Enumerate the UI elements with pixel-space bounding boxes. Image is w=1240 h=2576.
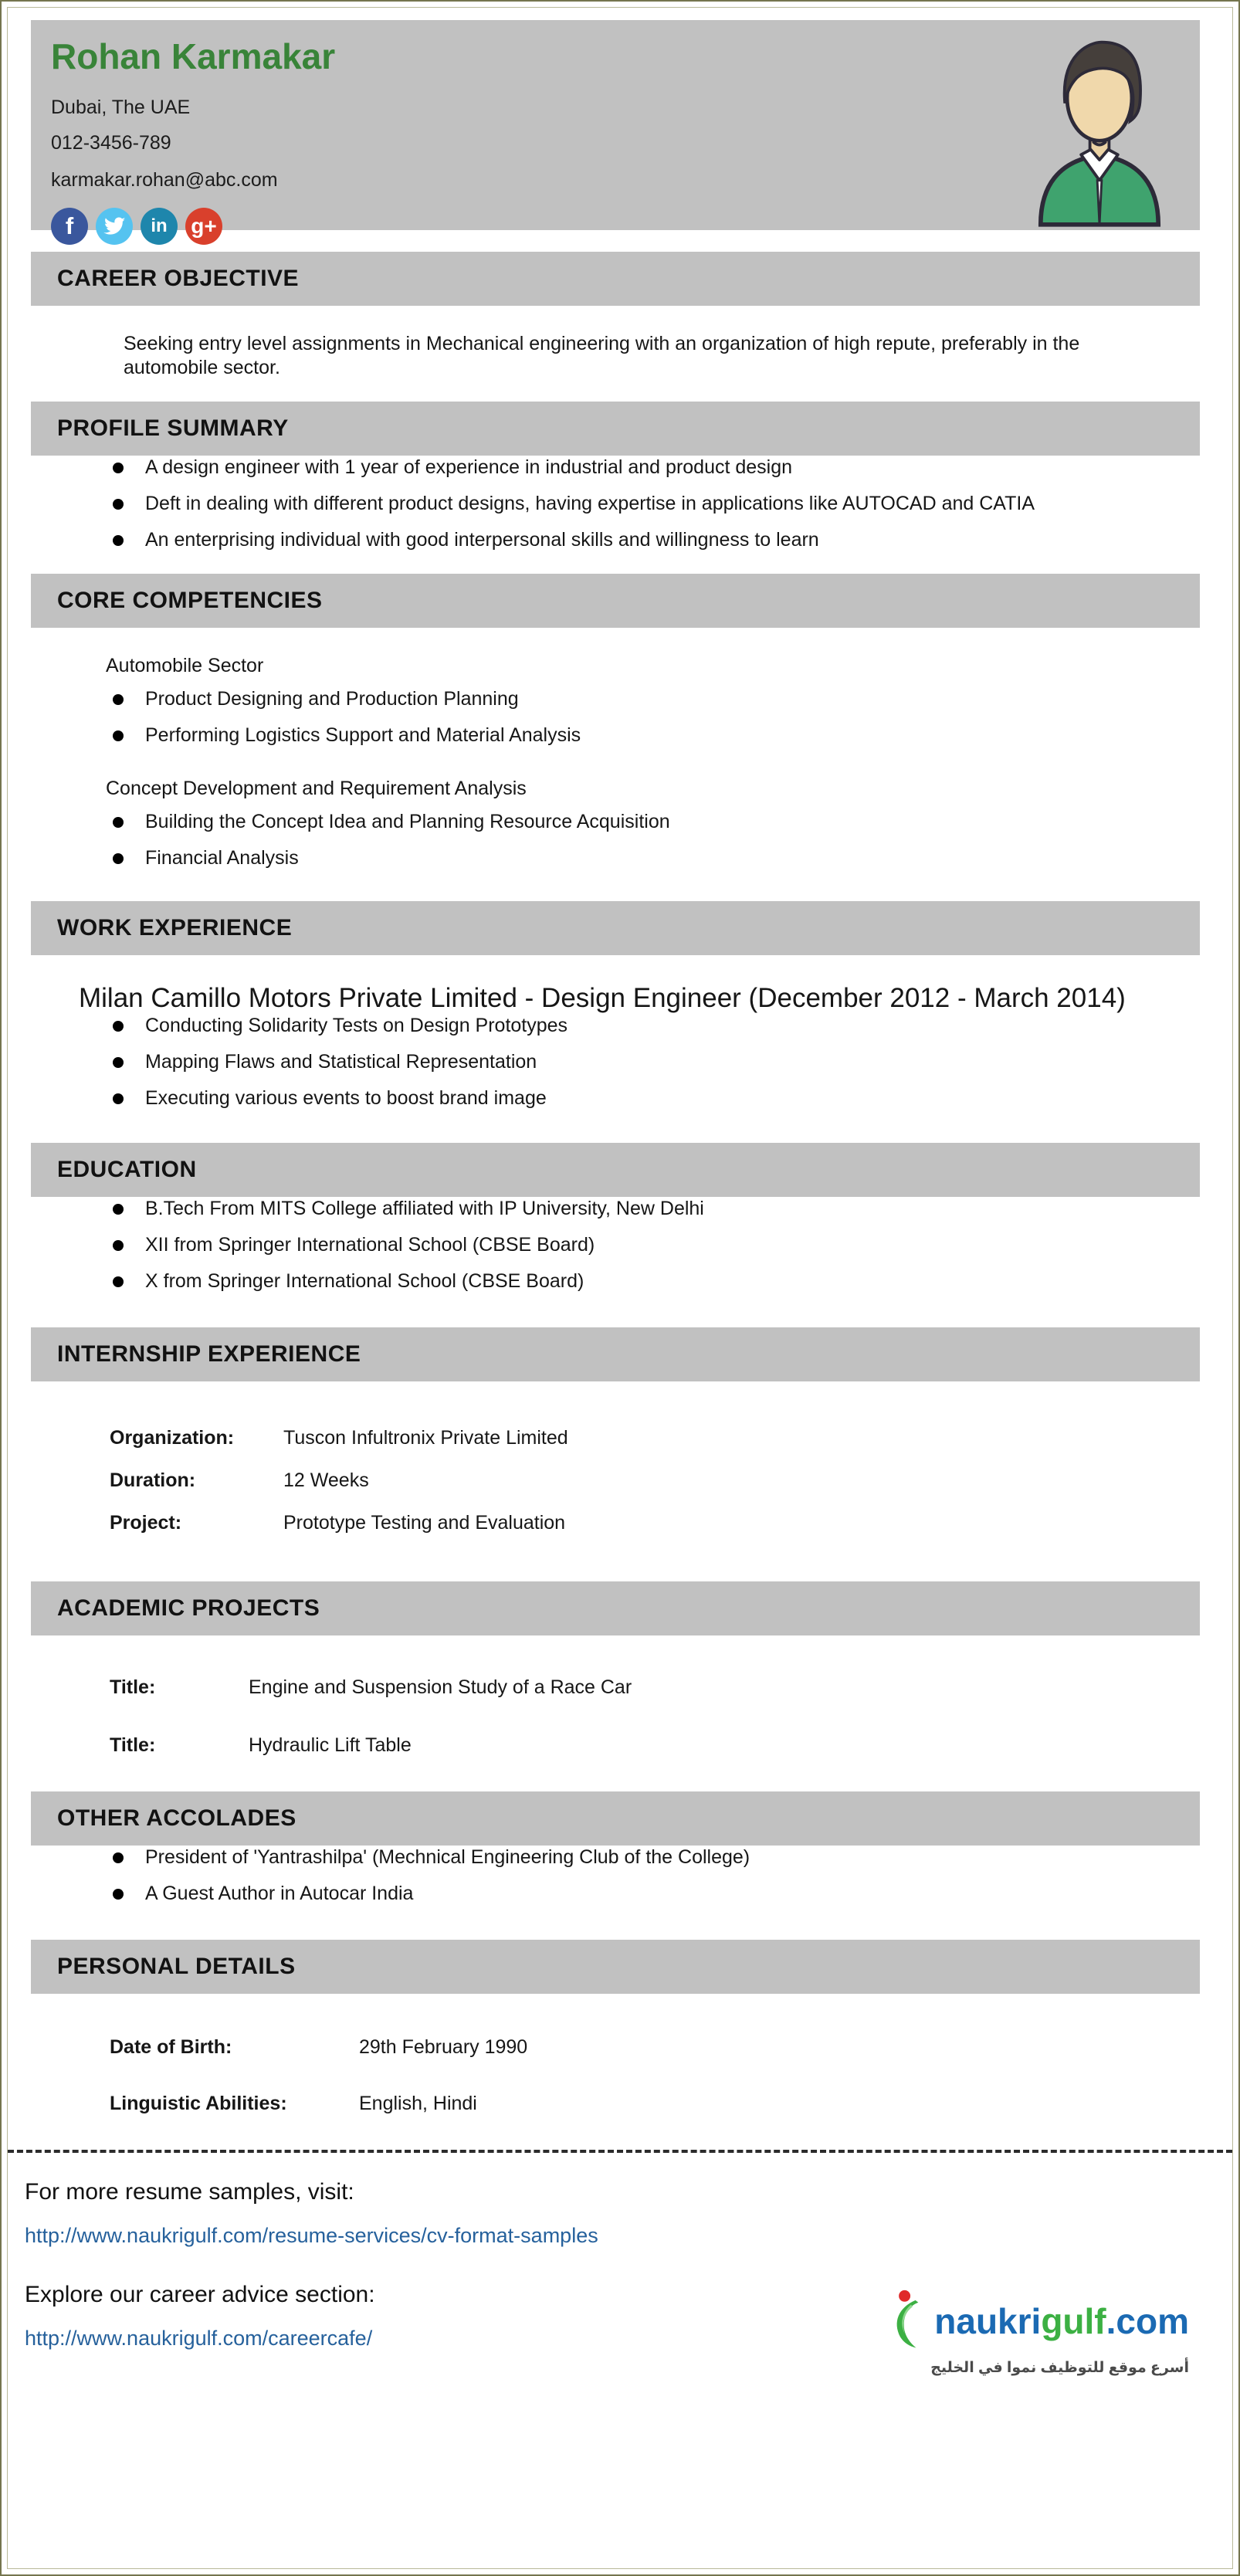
section-header-other-accolades bbox=[31, 1791, 1200, 1846]
row-value: Prototype Testing and Evaluation bbox=[283, 1512, 566, 1534]
logo-row bbox=[889, 2289, 1189, 2354]
key-value-row bbox=[31, 2035, 1200, 2059]
row-label: Title: bbox=[110, 1676, 156, 1698]
resume-content bbox=[2, 20, 1238, 2116]
bullet-item: Executing various events to boost brand image bbox=[31, 1086, 1200, 1110]
key-value-row bbox=[31, 1676, 1200, 1700]
education-list bbox=[31, 1197, 1200, 1293]
key-value-row bbox=[31, 2092, 1200, 2116]
academic-project-rows bbox=[31, 1676, 1200, 1757]
bullet-item: Building the Concept Idea and Planning Resource Acquisition bbox=[31, 810, 1200, 834]
logo-arabic-tagline: أسرع موقع للتوظيف نموا في الخليج bbox=[930, 2360, 1189, 2376]
section-title: CAREER OBJECTIVE bbox=[57, 266, 300, 291]
twitter-icon[interactable] bbox=[96, 208, 133, 245]
section-header-academic-projects bbox=[31, 1581, 1200, 1635]
row-value: Hydraulic Lift Table bbox=[249, 1734, 412, 1756]
page-footer bbox=[2, 2179, 1238, 2376]
section-title: INTERNSHIP EXPERIENCE bbox=[57, 1341, 361, 1367]
bullet-item: B.Tech From MITS College affiliated with IP University, New Delhi bbox=[31, 1197, 1200, 1221]
profile-avatar bbox=[1022, 29, 1177, 229]
key-value-row bbox=[31, 1469, 1200, 1493]
employer-role-line: Milan Camillo Motors Private Limited - Design Engineer (December 2012 - March 2014) bbox=[79, 983, 1126, 1013]
logo-part-gulf: gulf bbox=[1041, 2301, 1106, 2341]
row-value: English, Hindi bbox=[359, 2093, 477, 2114]
section-header-internship-experience bbox=[31, 1327, 1200, 1381]
row-value: Engine and Suspension Study of a Race Car bbox=[249, 1676, 632, 1698]
row-label: Duration: bbox=[110, 1469, 196, 1491]
resume-header bbox=[31, 20, 1200, 239]
section-header-work-experience bbox=[31, 901, 1200, 955]
section-title: PERSONAL DETAILS bbox=[57, 1954, 296, 1979]
bullet-item: XII from Springer International School (CBSE Board) bbox=[31, 1233, 1200, 1257]
section-title: PROFILE SUMMARY bbox=[57, 415, 289, 441]
row-label: Linguistic Abilities: bbox=[110, 2093, 287, 2114]
person-name: Rohan Karmakar bbox=[51, 36, 336, 76]
competency-group-heading: Automobile Sector bbox=[106, 655, 264, 676]
bullet-item: Mapping Flaws and Statistical Representation bbox=[31, 1050, 1200, 1074]
section-header-education bbox=[31, 1143, 1200, 1197]
row-label: Organization: bbox=[110, 1427, 235, 1449]
logo-part-naukri: naukri bbox=[934, 2301, 1042, 2341]
key-value-row bbox=[31, 1734, 1200, 1757]
advice-link[interactable]: http://www.naukrigulf.com/careercafe/ bbox=[25, 2327, 373, 2350]
key-value-row bbox=[31, 1426, 1200, 1450]
bullet-item: Financial Analysis bbox=[31, 846, 1200, 870]
section-title: WORK EXPERIENCE bbox=[57, 915, 293, 941]
section-title: EDUCATION bbox=[57, 1157, 197, 1182]
bullet-item: Conducting Solidarity Tests on Design Prototypes bbox=[31, 1014, 1200, 1038]
section-header-core-competencies bbox=[31, 574, 1200, 628]
section-header-personal-details bbox=[31, 1940, 1200, 1994]
section-header-career-objective bbox=[31, 252, 1200, 306]
key-value-row bbox=[31, 1511, 1200, 1535]
work-experience-list bbox=[31, 1014, 1200, 1110]
section-header-profile-summary bbox=[31, 402, 1200, 456]
bullet-item: Performing Logistics Support and Material Analysis bbox=[31, 724, 1200, 747]
accolades-list bbox=[31, 1846, 1200, 1906]
google-plus-icon[interactable]: g+ bbox=[185, 208, 222, 245]
section-title: ACADEMIC PROJECTS bbox=[57, 1595, 320, 1621]
competency-list bbox=[31, 810, 1200, 870]
bullet-item: A design engineer with 1 year of experience in industrial and product design bbox=[31, 456, 1137, 480]
row-value: 12 Weeks bbox=[283, 1469, 369, 1491]
competency-list bbox=[31, 687, 1200, 747]
bullet-item: President of 'Yantrashilpa' (Mechnical Engineering Club of the College) bbox=[31, 1846, 1200, 1869]
row-label: Project: bbox=[110, 1512, 182, 1534]
facebook-icon[interactable]: f bbox=[51, 208, 88, 245]
advice-label: Explore our career advice section: bbox=[25, 2282, 375, 2307]
bullet-item: X from Springer International School (CBSE Board) bbox=[31, 1269, 1200, 1293]
row-label: Date of Birth: bbox=[110, 2036, 232, 2058]
internship-rows bbox=[31, 1426, 1200, 1535]
section-title: OTHER ACCOLADES bbox=[57, 1805, 296, 1831]
logo-part-dotcom: .com bbox=[1106, 2301, 1189, 2341]
phone-text: 012-3456-789 bbox=[51, 131, 171, 154]
email-text: karmakar.rohan@abc.com bbox=[51, 168, 278, 191]
bullet-item: A Guest Author in Autocar India bbox=[31, 1882, 1200, 1906]
naukrigulf-logo bbox=[889, 2289, 1189, 2377]
samples-label: For more resume samples, visit: bbox=[25, 2179, 354, 2205]
competency-group-heading: Concept Development and Requirement Analysis bbox=[106, 778, 527, 799]
section-title: CORE COMPETENCIES bbox=[57, 588, 323, 613]
location-text: Dubai, The UAE bbox=[51, 96, 191, 118]
personal-detail-rows bbox=[31, 2035, 1200, 2116]
bullet-item: Deft in dealing with different product designs, having expertise in applications like AUTOCAD and CATIA bbox=[31, 492, 1137, 516]
logo-swoosh-icon bbox=[889, 2289, 933, 2354]
profile-summary-list bbox=[31, 456, 1200, 552]
logo-wordmark bbox=[934, 2303, 1189, 2339]
row-value: Tuscon Infultronix Private Limited bbox=[283, 1427, 568, 1449]
linkedin-icon[interactable]: in bbox=[141, 208, 178, 245]
row-value: 29th February 1990 bbox=[359, 2036, 528, 2058]
bullet-item: An enterprising individual with good interpersonal skills and willingness to learn bbox=[31, 528, 1137, 552]
bullet-item: Product Designing and Production Planning bbox=[31, 687, 1200, 711]
career-objective-text: Seeking entry level assignments in Mechanical engineering with an organization of high repute, preferably in the automobile sector. bbox=[124, 333, 1080, 378]
twitter-bird-icon bbox=[103, 215, 126, 238]
dashed-divider bbox=[8, 2150, 1232, 2153]
samples-link[interactable]: http://www.naukrigulf.com/resume-services/cv-format-samples bbox=[25, 2224, 598, 2247]
row-label: Title: bbox=[110, 1734, 156, 1756]
